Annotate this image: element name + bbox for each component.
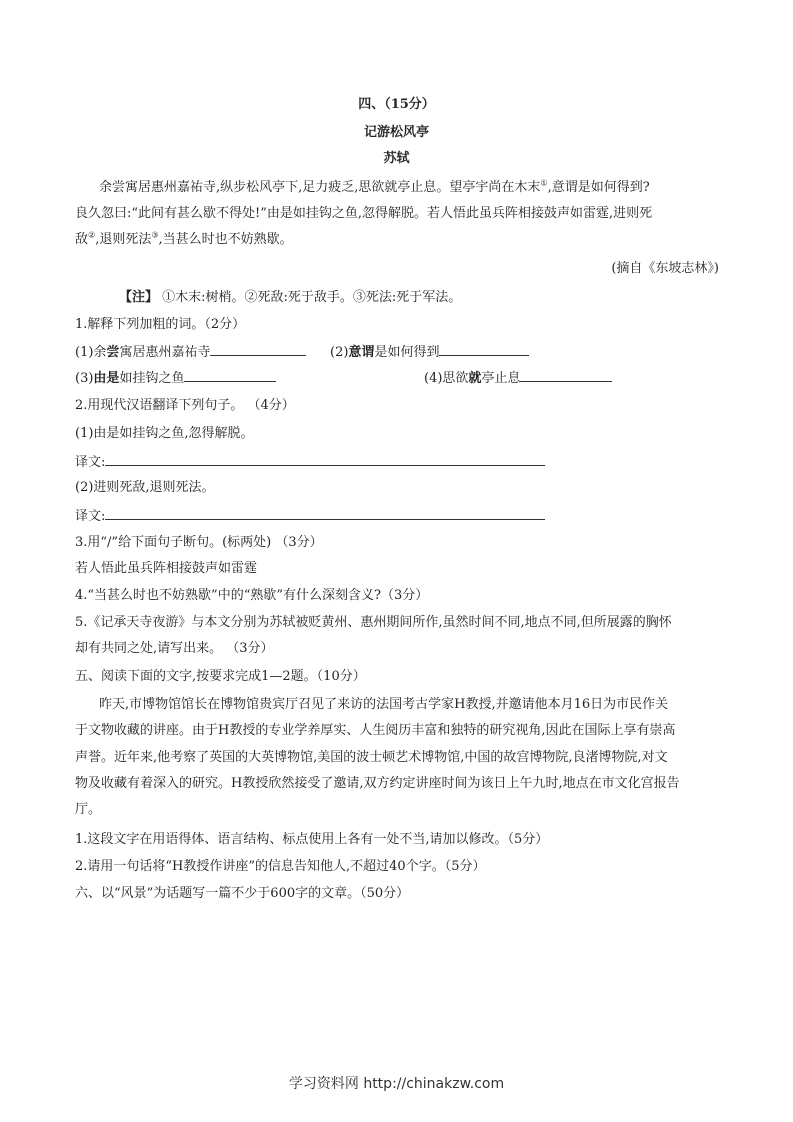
question-2-sentence-2: (2)进则死敌,退则死法。 — [75, 480, 215, 495]
answer-blank[interactable] — [439, 343, 529, 356]
passage-author: 苏轼 — [383, 151, 410, 166]
passage-text: ,退则死法 — [95, 232, 152, 247]
item-text: (1)余 — [75, 345, 107, 360]
bold-word: 由是 — [93, 371, 120, 386]
question-3-prompt: 3.用“/”给下面句子断句。(标两处) （3分） — [75, 535, 323, 550]
bold-word: 尝 — [106, 345, 120, 360]
passage-line-1 — [99, 180, 650, 196]
question-4: 4.“当甚么时也不妨熟歇”中的“熟歇”有什么深刻含义?（3分） — [75, 588, 429, 603]
translation-row-2 — [75, 507, 545, 525]
question-2-prompt: 2.用现代汉语翻译下列句子。 （4分） — [75, 398, 295, 413]
item-text: (4)思欲 — [424, 371, 469, 386]
item-text: 是如何得到 — [374, 345, 440, 360]
item-text: 寓居惠州嘉祐寺 — [119, 345, 211, 360]
bold-word: 就 — [468, 371, 482, 386]
question-1-item-1 — [75, 343, 306, 361]
passage-text: 敌 — [75, 232, 89, 247]
question-3-sentence: 若人悟此虽兵阵相接鼓声如雷霆 — [75, 561, 258, 576]
footnote-marker: ① — [540, 178, 548, 188]
section-five-question-2: 2.请用一句话将“H教授作讲座”的信息告知他人,不超过40个字。（5分） — [75, 859, 486, 874]
section-five-question-1: 1.这段文字在用语得体、语言结构、标点使用上各有一处不当,请加以修改。（5分） — [75, 832, 549, 847]
notes-label: 【注】 — [119, 290, 159, 305]
translation-blank[interactable] — [105, 507, 545, 520]
translation-blank[interactable] — [105, 453, 545, 466]
passage-text: ,意谓是如何得到? — [547, 180, 650, 195]
answer-blank[interactable] — [520, 369, 612, 382]
item-text: (3) — [75, 371, 94, 386]
question-1-prompt: 1.解释下列加粗的词。（2分） — [75, 317, 246, 332]
passage-text: 余尝寓居惠州嘉祐寺,纵步松风亭下,足力疲乏,思欲就亭止息。望亭宇尚在木末 — [99, 180, 541, 195]
item-text: 如挂钩之鱼 — [119, 371, 185, 386]
section-five-passage-line-5: 厅。 — [75, 802, 102, 817]
footnote-marker: ② — [88, 230, 96, 240]
translation-label: 译文: — [75, 455, 106, 470]
question-1-item-3 — [75, 369, 276, 387]
item-text: (2) — [330, 345, 349, 360]
section-six-header: 六、以“风景”为话题写一篇不少于600字的文章。（50分） — [75, 886, 410, 901]
question-5-line-1: 5.《记承天寺夜游》与本文分别为苏轼被贬黄州、惠州期间所作,虽然时间不同,地点不同,但所展露的胸怀 — [75, 615, 672, 630]
answer-blank[interactable] — [184, 369, 276, 382]
translation-row-1 — [75, 453, 545, 471]
passage-line-2: 良久忽曰:“此间有甚么歇不得处!”由是如挂钩之鱼,忽得解脱。若人悟此虽兵阵相接鼓声如雷霆,进则死 — [75, 206, 653, 221]
section-five-passage-line-1: 昨天,市博物馆馆长在博物馆贵宾厅召见了来访的法国考古学家H教授,并邀请他本月16日为市民作关 — [99, 697, 669, 712]
footer-watermark: 学习资料网 http://chinakzw.com — [288, 1076, 505, 1092]
notes-line — [119, 290, 461, 306]
item-text: 亭止息 — [481, 371, 521, 386]
question-5-line-2: 却有共同之处,请写出来。 （3分） — [75, 641, 274, 656]
passage-title: 记游松风亭 — [363, 125, 429, 140]
question-1-item-4 — [424, 369, 612, 387]
answer-blank[interactable] — [210, 343, 306, 356]
section-five-passage-line-3: 声誉。近年来,他考察了英国的大英博物馆,美国的波士顿艺术博物馆,中国的故宫博物院,良渚博物院,对文 — [75, 750, 668, 765]
section-five-header: 五、阅读下面的文字,按要求完成1—2题。（10分） — [75, 669, 366, 684]
passage-source: (摘自《东坡志林》) — [611, 261, 719, 276]
section-four-header: 四、（15分） — [358, 97, 435, 112]
passage-line-3 — [75, 232, 293, 248]
footnote-marker: ③ — [151, 230, 159, 240]
translation-label: 译文: — [75, 509, 106, 524]
bold-word: 意谓 — [348, 345, 375, 360]
notes-text: ①木末:树梢。②死敌:死于敌手。③死法:死于军法。 — [162, 290, 462, 305]
question-2-sentence-1: (1)由是如挂钩之鱼,忽得解脱。 — [75, 426, 254, 441]
section-five-passage-line-4: 物及收藏有着深入的研究。H教授欣然接受了邀请,双方约定讲座时间为该日上午九时,地点在市文化宫报告 — [75, 776, 680, 791]
section-five-passage-line-2: 于文物收藏的讲座。由于H教授的专业学养厚实、人生阅历丰富和独特的研究视角,因此在国际上享有崇高 — [75, 723, 676, 738]
passage-text: ,当甚么时也不妨熟歇。 — [158, 232, 293, 247]
question-1-item-2 — [330, 343, 529, 361]
